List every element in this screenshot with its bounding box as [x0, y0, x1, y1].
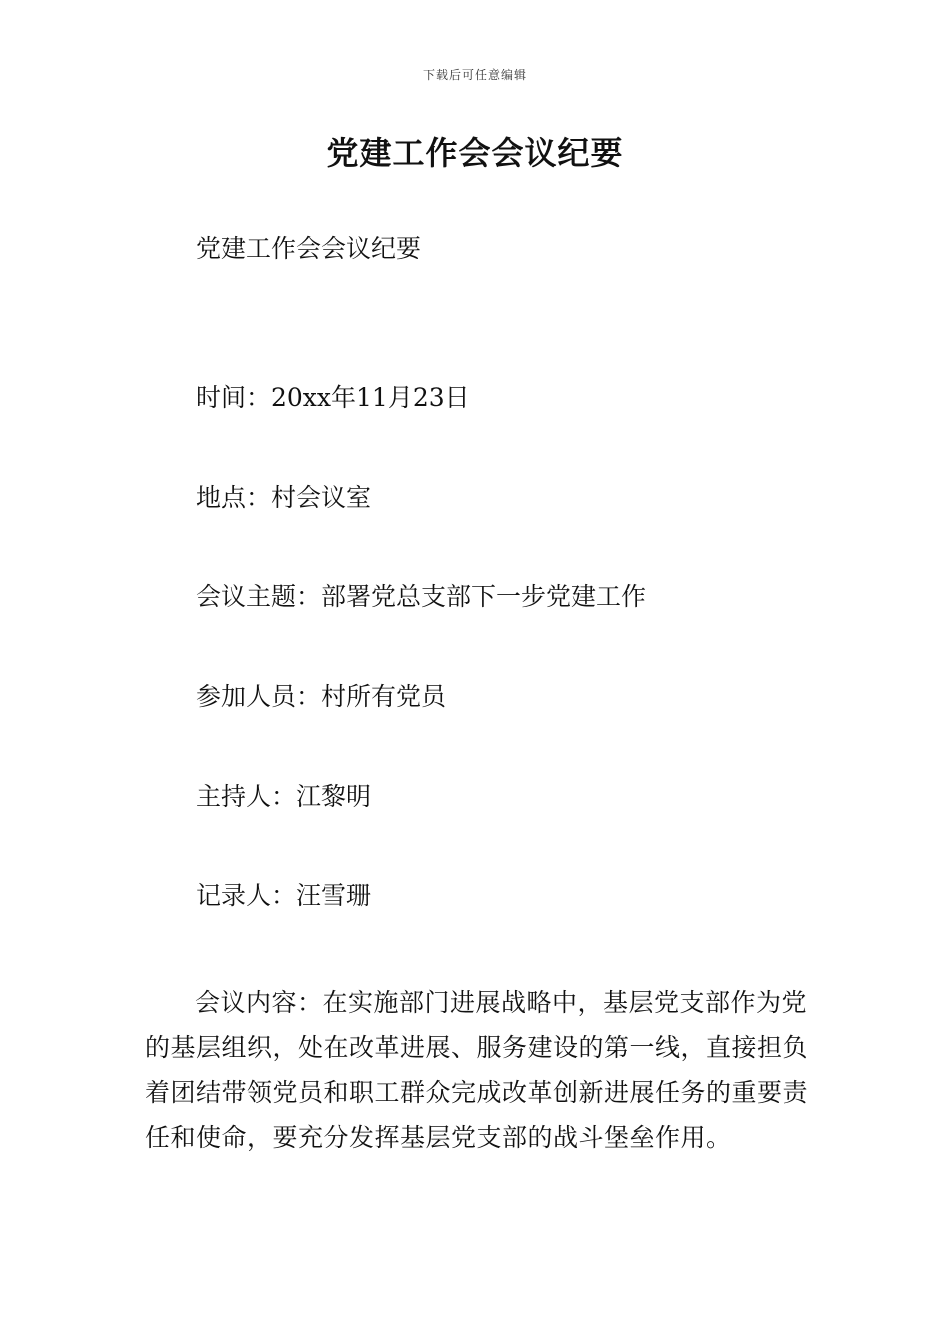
meeting-attendees: 参加人员：村所有党员 [196, 682, 447, 711]
meeting-content: 会议内容：在实施部门进展战略中，基层党支部作为党的基层组织，处在改革进展、服务建设的第一线，直接担负着团结带领党员和职工群众完成改革创新进展任务的重要责任和使命，要充分发挥基层党支部的战斗堡垒作用。 [145, 988, 809, 1152]
meeting-place: 地点：村会议室 [196, 483, 372, 512]
meeting-time: 时间：20xx年11月23日 [196, 383, 470, 412]
document-subtitle: 党建工作会会议纪要 [196, 234, 422, 263]
document-title: 党建工作会会议纪要 [326, 134, 624, 172]
meeting-topic: 会议主题：部署党总支部下一步党建工作 [196, 582, 647, 611]
meeting-host: 主持人：江黎明 [196, 782, 372, 811]
header-note: 下载后可任意编辑 [422, 68, 527, 82]
meeting-recorder: 记录人：汪雪珊 [196, 881, 372, 910]
